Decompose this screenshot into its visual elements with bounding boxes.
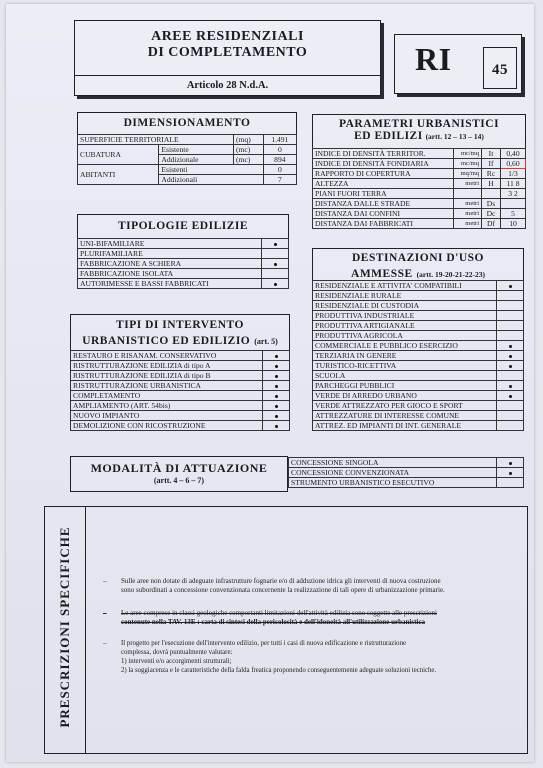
parametro-symbol: It: [482, 149, 501, 159]
document-page: [6, 4, 534, 762]
cub-esistente-label: Esistente: [159, 145, 234, 155]
check-dot-icon: [275, 405, 278, 408]
parametro-value: 0,40: [501, 149, 526, 159]
parametro-symbol: Ds: [482, 199, 501, 209]
check-dot-icon: [274, 243, 277, 246]
modalita-label: STRUMENTO URBANISTICO ESECUTIVO: [289, 478, 497, 488]
parametro-unit: metri: [454, 179, 482, 189]
cub-esistente-value: 0: [263, 145, 296, 155]
intervento-row: [71, 421, 290, 431]
intervento-label: NUOVO IMPIANTO: [71, 411, 263, 421]
destinazione-check-cell: [497, 411, 524, 421]
ab-addizionali-value: 7: [263, 175, 296, 185]
check-dot-icon: [275, 365, 278, 368]
destinazione-check-cell: [497, 341, 524, 351]
intervento-row: [71, 401, 290, 411]
parametro-row: [313, 189, 526, 199]
check-dot-icon: [509, 355, 512, 358]
tipologia-row: [78, 279, 289, 289]
parametro-symbol: [482, 189, 501, 199]
destinazione-label: VERDE ATTREZZATO PER GIOCO E SPORT: [313, 401, 497, 411]
destinazione-row: [313, 371, 524, 381]
destinazione-label: VERDE DI ARREDO URBANO: [313, 391, 497, 401]
parametro-value: 3 2: [501, 189, 526, 199]
destinazione-row: [313, 401, 524, 411]
interventi-table: [70, 350, 290, 431]
parametro-label: RAPPORTO DI COPERTURA: [313, 169, 454, 179]
tipologie-header: [77, 214, 289, 238]
modalita-label: CONCESSIONE CONVENZIONATA: [289, 468, 497, 478]
check-dot-icon: [509, 385, 512, 388]
tipologia-row: [78, 249, 289, 259]
destinazione-label: COMMERCIALE E PUBBLICO ESERCIZIO: [313, 341, 497, 351]
title-line2: DI COMPLETAMENTO: [147, 45, 308, 60]
zone-code: RI: [415, 41, 452, 77]
destinazione-row: [313, 291, 524, 301]
tipologia-label: FABBRICAZIONE A SCHIERA: [78, 259, 262, 269]
ab-esistenti-value: 0: [263, 165, 296, 175]
parametro-value: 0,60: [501, 159, 526, 169]
cub-addizionale-unit: (mc): [233, 155, 263, 165]
parametro-symbol: Df: [482, 219, 501, 229]
tipologia-check-cell: [262, 279, 289, 289]
tipologia-row: [78, 269, 289, 279]
destinazione-check-cell: [497, 371, 524, 381]
check-dot-icon: [274, 263, 277, 266]
parametro-symbol: H: [482, 179, 501, 189]
prescrizioni-side-label: PRESCRIZIONI SPECIFICHE: [57, 526, 72, 728]
intervento-label: RISTRUTTURAZIONE URBANISTICA: [71, 381, 263, 391]
parametri-title-line1: PARAMETRI URBANISTICI: [338, 118, 500, 130]
destinazione-row: [313, 391, 524, 401]
destinazione-check-cell: [497, 391, 524, 401]
check-dot-icon: [509, 462, 512, 465]
destinazione-check-cell: [497, 281, 524, 291]
tipologia-check-cell: [262, 239, 289, 249]
intervento-row: [71, 391, 290, 401]
cub-addizionale-value: 894: [263, 155, 296, 165]
dimensionamento-header: [77, 112, 297, 134]
destinazione-row: [313, 281, 524, 291]
destinazione-check-cell: [497, 421, 524, 431]
destinazioni-title-line1: DESTINAZIONI D'USO: [351, 252, 485, 264]
parametro-label: DISTANZA DAI FABBRICATI: [313, 219, 454, 229]
parametro-label: DISTANZA DALLE STRADE: [313, 199, 454, 209]
check-dot-icon: [509, 285, 512, 288]
parametro-value: 11 8: [501, 179, 526, 189]
interventi-header: [70, 314, 290, 350]
check-dot-icon: [274, 283, 277, 286]
destinazione-row: [313, 411, 524, 421]
dimensionamento-title: DIMENSIONAMENTO: [123, 117, 251, 129]
intervento-label: RESTAURO E RISANAM. CONSERVATIVO: [71, 351, 263, 361]
parametro-unit: metri: [454, 219, 482, 229]
parametro-row: [313, 209, 526, 219]
destinazioni-header: [312, 248, 524, 280]
intervento-label: DEMOLIZIONE CON RICOSTRUZIONE: [71, 421, 263, 431]
destinazione-row: [313, 361, 524, 371]
destinazione-row: [313, 331, 524, 341]
article-ref: Articolo 28 N.d.A.: [186, 80, 269, 91]
destinazione-row: [313, 321, 524, 331]
check-dot-icon: [275, 355, 278, 358]
cub-addizionale-label: Addizionale: [159, 155, 234, 165]
tipologia-label: UNI-BIFAMILIARE: [78, 239, 262, 249]
zone-number: 45: [492, 62, 508, 78]
parametro-label: ALTEZZA: [313, 179, 454, 189]
destinazione-label: PRODUTTIVA AGRICOLA: [313, 331, 497, 341]
destinazione-label: TURISTICO-RICETTIVA: [313, 361, 497, 371]
title-line1: AREE RESIDENZIALI: [151, 29, 304, 44]
parametro-row: [313, 179, 526, 189]
modalita-check-cell: [497, 478, 524, 488]
ab-addizionali-label: Addizionali: [159, 175, 263, 185]
intervento-check-cell: [263, 361, 290, 371]
check-dot-icon: [275, 375, 278, 378]
interventi-title-line2: URBANISTICO ED EDILIZIO: [82, 335, 251, 347]
parametro-unit: metri: [454, 199, 482, 209]
intervento-label: AMPLIAMENTO (ART. 54bis): [71, 401, 263, 411]
destinazione-label: PRODUTTIVA ARTIGIANALE: [313, 321, 497, 331]
intervento-row: [71, 411, 290, 421]
modalita-row: [289, 468, 524, 478]
tipologia-check-cell: [262, 249, 289, 259]
intervento-label: COMPLETAMENTO: [71, 391, 263, 401]
prescrizioni-box: PRESCRIZIONI SPECIFICHE – Sulle aree non dotate di adeguate infrastrutture fognarie e/o di adduzione idrica gli interventi di nuova costruzione sono subordinati a concessione convenzionata concernente la realizzazione di tali opere di urbanizzazione primarie. – Le aree comprese in classi geologiche comportanti limitazioni dell'attività edilizia sono soggette alle prescrizioni contenute nella TAV. 13E : carta di sintesi della pericolosità e dell'idoneità all'utilizzazione urbanistica – Il progetto per l'esecuzione dell'intervento edilizio, per tutti i casi di nuova edificazione e ristrutturazione complessa, dovrà puntualmente valutare: 1) interventi e/o accorgimenti strutturali; 2) la soggiacenza e le caratteristiche della falda freatica proponendo conseguentemente adeguate soluzioni tecniche.: [44, 506, 528, 754]
tipologie-title: TIPOLOGIE EDILIZIE: [117, 220, 249, 232]
parametro-row: [313, 219, 526, 229]
parametri-title-ref: (artt. 12 – 13 – 14): [425, 132, 484, 141]
dimensionamento-table: [77, 134, 297, 185]
superficie-label: SUPERFICIE TERRITORIALE: [78, 135, 234, 145]
destinazione-label: RESIDENZIALE DI CUSTODIA: [313, 301, 497, 311]
tipologia-row: [78, 259, 289, 269]
parametro-row: [313, 199, 526, 209]
destinazione-check-cell: [497, 351, 524, 361]
tipologia-label: AUTORIMESSE E BASSI FABBRICATI: [78, 279, 262, 289]
ab-esistenti-label: Esistenti: [159, 165, 263, 175]
intervento-check-cell: [263, 391, 290, 401]
destinazione-check-cell: [497, 361, 524, 371]
parametri-table: [312, 148, 526, 229]
destinazione-row: [313, 301, 524, 311]
zone-number-box: [483, 47, 517, 89]
check-dot-icon: [275, 395, 278, 398]
intervento-check-cell: [263, 411, 290, 421]
modalita-title: MODALITÀ DI ATTUAZIONE: [90, 461, 268, 475]
destinazioni-title-line2: AMMESSE: [351, 268, 413, 280]
intervento-row: [71, 351, 290, 361]
parametro-unit: mc/mq: [454, 149, 482, 159]
destinazione-label: RESIDENZIALE RURALE: [313, 291, 497, 301]
destinazione-check-cell: [497, 321, 524, 331]
check-dot-icon: [509, 395, 512, 398]
intervento-check-cell: [263, 421, 290, 431]
intervento-check-cell: [263, 371, 290, 381]
parametro-symbol: If: [482, 159, 501, 169]
destinazione-row: [313, 351, 524, 361]
destinazione-row: [313, 421, 524, 431]
parametro-symbol: Rc: [482, 169, 501, 179]
intervento-label: RISTRUTTURAZIONE EDILIZIA di tipo A: [71, 361, 263, 371]
tipologia-check-cell: [262, 269, 289, 279]
modalita-check-cell: [497, 458, 524, 468]
intervento-check-cell: [263, 401, 290, 411]
parametro-value: 1/3: [501, 169, 526, 179]
destinazione-label: RESIDENZIALE E ATTIVITA' COMPATIBILI: [313, 281, 497, 291]
superficie-value: 1.491: [263, 135, 296, 145]
modalita-check-cell: [497, 468, 524, 478]
prescrizione-3: Il progetto per l'esecuzione dell'intervento edilizio, per tutti i casi di nuova edificazione e ristrutturazione complessa, dovrà puntualmente valutare: 1) interventi e/o accorgimenti strutturali; 2) la soggiacenza e le caratteristiche della falda freatica proponendo conseguentemente adeguate soluzioni tecniche.: [121, 640, 437, 674]
modalita-table: [288, 457, 524, 488]
modalita-row: [289, 458, 524, 468]
modalita-box: [70, 456, 288, 492]
tipologia-label: FABBRICAZIONE ISOLATA: [78, 269, 262, 279]
interventi-title-line1: TIPI DI INTERVENTO: [116, 319, 244, 331]
superficie-unit: (mq): [233, 135, 263, 145]
destinazione-label: PARCHEGGI PUBBLICI: [313, 381, 497, 391]
destinazione-check-cell: [497, 311, 524, 321]
parametro-unit: [454, 189, 482, 199]
prescrizione-1: Sulle aree non dotate di adeguate infrastrutture fognarie e/o di adduzione idrica gli interventi di nuova costruzione sono subordinati a concessione convenzionata concernente la realizzazione di tali opere di urbanizzazione primarie.: [121, 577, 445, 594]
check-dot-icon: [509, 472, 512, 475]
destinazione-check-cell: [497, 401, 524, 411]
parametro-row: [313, 159, 526, 169]
parametro-label: INDICE DI DENSITÀ FONDIARIA: [313, 159, 454, 169]
parametro-label: INDICE DI DENSITÀ TERRITOR.: [313, 149, 454, 159]
tipologie-table: [77, 238, 289, 289]
check-dot-icon: [275, 425, 278, 428]
parametro-value: 10: [501, 219, 526, 229]
destinazione-row: [313, 341, 524, 351]
intervento-row: [71, 381, 290, 391]
destinazioni-table: [312, 280, 524, 431]
cub-esistente-unit: (mc): [233, 145, 263, 155]
destinazione-label: ATTREZZATURE DI INTERESSE COMUNE: [313, 411, 497, 421]
modalita-label: CONCESSIONE SINGOLA: [289, 458, 497, 468]
modalita-row: [289, 478, 524, 488]
destinazione-check-cell: [497, 381, 524, 391]
parametro-unit: mc/mq: [454, 159, 482, 169]
parametro-value: 5: [501, 209, 526, 219]
destinazione-check-cell: [497, 301, 524, 311]
parametri-title-line2: ED EDILIZI: [354, 130, 423, 142]
intervento-row: [71, 361, 290, 371]
destinazione-label: TERZIARIA IN GENERE: [313, 351, 497, 361]
destinazioni-title-ref: (artt. 19-20-21-22-23): [416, 270, 485, 279]
parametri-header: [312, 114, 526, 148]
tipologia-row: [78, 239, 289, 249]
interventi-title-ref: (art. 5): [254, 337, 278, 346]
parametro-value: [501, 199, 526, 209]
parametro-label: DISTANZA DAI CONFINI: [313, 209, 454, 219]
modalita-ref: (artt. 4 – 6 – 7): [153, 476, 205, 485]
parametro-symbol: Dc: [482, 209, 501, 219]
parametro-unit: mq/mq: [454, 169, 482, 179]
destinazione-row: [313, 311, 524, 321]
destinazione-label: ATTREZ. ED IMPIANTI DI INT. GENERALE: [313, 421, 497, 431]
tipologia-label: PLURIFAMILIARE: [78, 249, 262, 259]
parametro-row: [313, 169, 526, 179]
cubatura-label: CUBATURA: [78, 145, 159, 165]
check-dot-icon: [509, 345, 512, 348]
destinazione-check-cell: [497, 291, 524, 301]
destinazione-row: [313, 381, 524, 391]
title-box: [74, 20, 381, 96]
intervento-check-cell: [263, 381, 290, 391]
intervento-row: [71, 371, 290, 381]
parametro-label: PIANI FUORI TERRA: [313, 189, 454, 199]
destinazione-check-cell: [497, 331, 524, 341]
destinazione-label: PRODUTTIVA INDUSTRIALE: [313, 311, 497, 321]
parametro-unit: metri: [454, 209, 482, 219]
check-dot-icon: [275, 385, 278, 388]
check-dot-icon: [509, 365, 512, 368]
parametro-row: [313, 149, 526, 159]
intervento-check-cell: [263, 351, 290, 361]
intervento-label: RISTRUTTURAZIONE EDILIZIA di tipo B: [71, 371, 263, 381]
check-dot-icon: [275, 415, 278, 418]
prescrizione-2-struck: Le aree comprese in classi geologiche comportanti limitazioni dell'attività edilizia sono soggette alle prescrizioni contenute nella TAV. 13E : carta di sintesi della pericolosità e dell'idoneità all'utilizzazione urbanistica: [121, 609, 437, 626]
abitanti-label: ABITANTI: [78, 165, 159, 185]
tipologia-check-cell: [262, 259, 289, 269]
destinazione-label: SCUOLA: [313, 371, 497, 381]
zone-code-box: [394, 34, 522, 94]
